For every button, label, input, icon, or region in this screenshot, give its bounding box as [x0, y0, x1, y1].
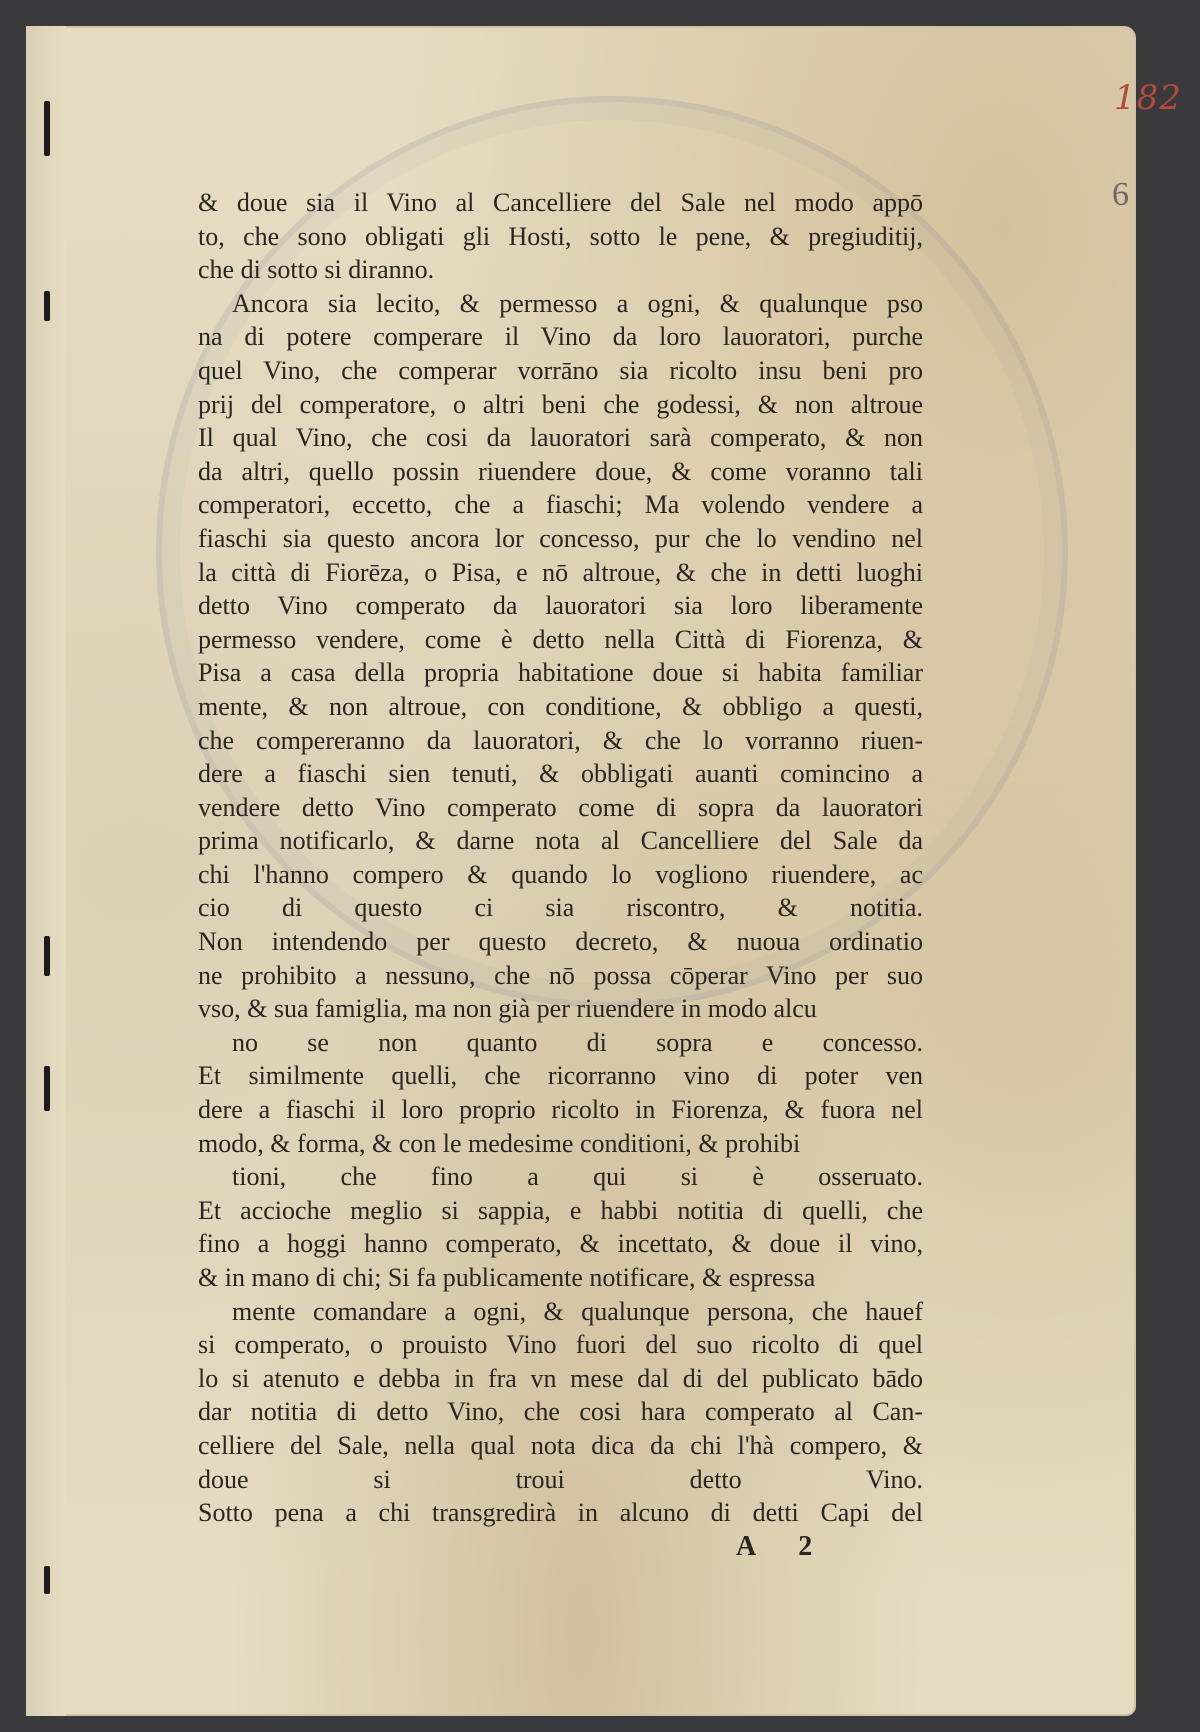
text-line: na di potere comperare il Vino da loro lauoratori, purche — [198, 322, 923, 352]
text-line: chi l'hanno compero & quando lo vogliono riuendere, ac — [198, 859, 923, 889]
text-line: prij del comperatore, o altri beni che godessi, & non altroue — [198, 389, 923, 419]
text-line: no se non quanto di sopra e concesso. — [232, 1027, 923, 1057]
text-line: Il qual Vino, che cosi da lauoratori sarà comperato, & non — [198, 423, 923, 453]
text-line: dere a fiaschi sien tenuti, & obbligati auanti comincino a — [198, 759, 923, 789]
folio-number: 182 — [1114, 78, 1182, 118]
text-line: dar notitia di detto Vino, che cosi hara comperato al Can- — [198, 1397, 923, 1427]
margin-number: 6 — [1112, 176, 1129, 213]
text-line: dere a fiaschi il loro proprio ricolto in Fiorenza, & fuora nel — [198, 1095, 923, 1125]
binding-mark — [44, 101, 50, 156]
text-line: detto Vino comperato da lauoratori sia loro liberamente — [198, 591, 923, 621]
text-line: lo si atenuto e debba in fra vn mese dal di del publicato bādo — [198, 1363, 923, 1393]
text-line: la città di Fiorēza, o Pisa, e nō altroue, & che in detti luoghi — [198, 557, 923, 587]
text-line: Ancora sia lecito, & permesso a ogni, & qualunque pso — [232, 288, 923, 318]
text-line: Non intendendo per questo decreto, & nuoua ordinatio — [198, 927, 923, 957]
text-line: Pisa a casa della propria habitatione doue si habita familiar — [198, 658, 923, 688]
signature-letter: A — [736, 1531, 757, 1562]
binding-mark — [44, 936, 50, 976]
text-line: fino a hoggi hanno comperato, & incettato, & doue il vino, — [198, 1229, 923, 1259]
text-line: quel Vino, che comperar vorrāno sia ricolto insu beni pro — [198, 355, 923, 385]
text-line: vso, & sua famiglia, ma non già per riuendere in modo alcu — [198, 994, 817, 1024]
body-text — [198, 186, 923, 1530]
text-line: che di sotto si diranno. — [198, 255, 435, 285]
text-line: vendere detto Vino comperato come di sopra da lauoratori — [198, 792, 923, 822]
text-line: modo, & forma, & con le medesime conditioni, & prohibi — [198, 1128, 801, 1158]
binding-mark — [44, 291, 50, 321]
text-line: celliere del Sale, nella qual nota dica da chi l'hà compero, & — [198, 1430, 923, 1460]
signature-number: 2 — [798, 1531, 813, 1562]
text-line: cio di questo ci sia riscontro, & notitia. — [198, 893, 923, 923]
text-line: & in mano di chi; Si fa publicamente notificare, & espressa — [198, 1263, 816, 1292]
text-line: doue si troui detto Vino. — [198, 1464, 923, 1494]
text-line: mente, & non altroue, con conditione, & obbligo a questi, — [198, 691, 923, 721]
text-line: da altri, quello possin riuendere doue, & come voranno tali — [198, 456, 923, 486]
text-line: fiaschi sia questo ancora lor concesso, pur che lo vendino nel — [198, 523, 923, 553]
page-spine — [26, 26, 66, 1716]
binding-mark — [44, 1066, 50, 1111]
text-line: che compereranno da lauoratori, & che lo vorranno riuen- — [198, 725, 923, 755]
text-line: mente comandare a ogni, & qualunque persona, che hauef — [232, 1296, 923, 1326]
text-line: tioni, che fino a qui si è osseruato. — [232, 1162, 923, 1192]
text-line: Et similmente quelli, che ricorranno vino di poter ven — [198, 1061, 923, 1091]
text-line: comperatori, eccetto, che a fiaschi; Ma volendo vendere a — [198, 490, 923, 520]
text-line: permesso vendere, come è detto nella Città di Fiorenza, & — [198, 624, 923, 654]
text-line: ne prohibito a nessuno, che nō possa cōperar Vino per suo — [198, 960, 923, 990]
text-line: Sotto pena a chi transgredirà in alcuno di detti Capi del — [198, 1498, 923, 1528]
binding-mark — [44, 1566, 50, 1594]
text-line: & doue sia il Vino al Cancelliere del Sale nel modo appō — [198, 188, 923, 217]
text-line: prima notificarlo, & darne nota al Cancelliere del Sale da — [198, 826, 923, 856]
text-line: to, che sono obligati gli Hosti, sotto le pene, & pregiuditij, — [198, 221, 923, 251]
signature-mark — [736, 1531, 886, 1563]
text-line: Et accioche meglio si sappia, e habbi notitia di quelli, che — [198, 1195, 923, 1225]
document-page — [26, 26, 1182, 1716]
text-line: si comperato, o prouisto Vino fuori del suo ricolto di quel — [198, 1330, 923, 1360]
